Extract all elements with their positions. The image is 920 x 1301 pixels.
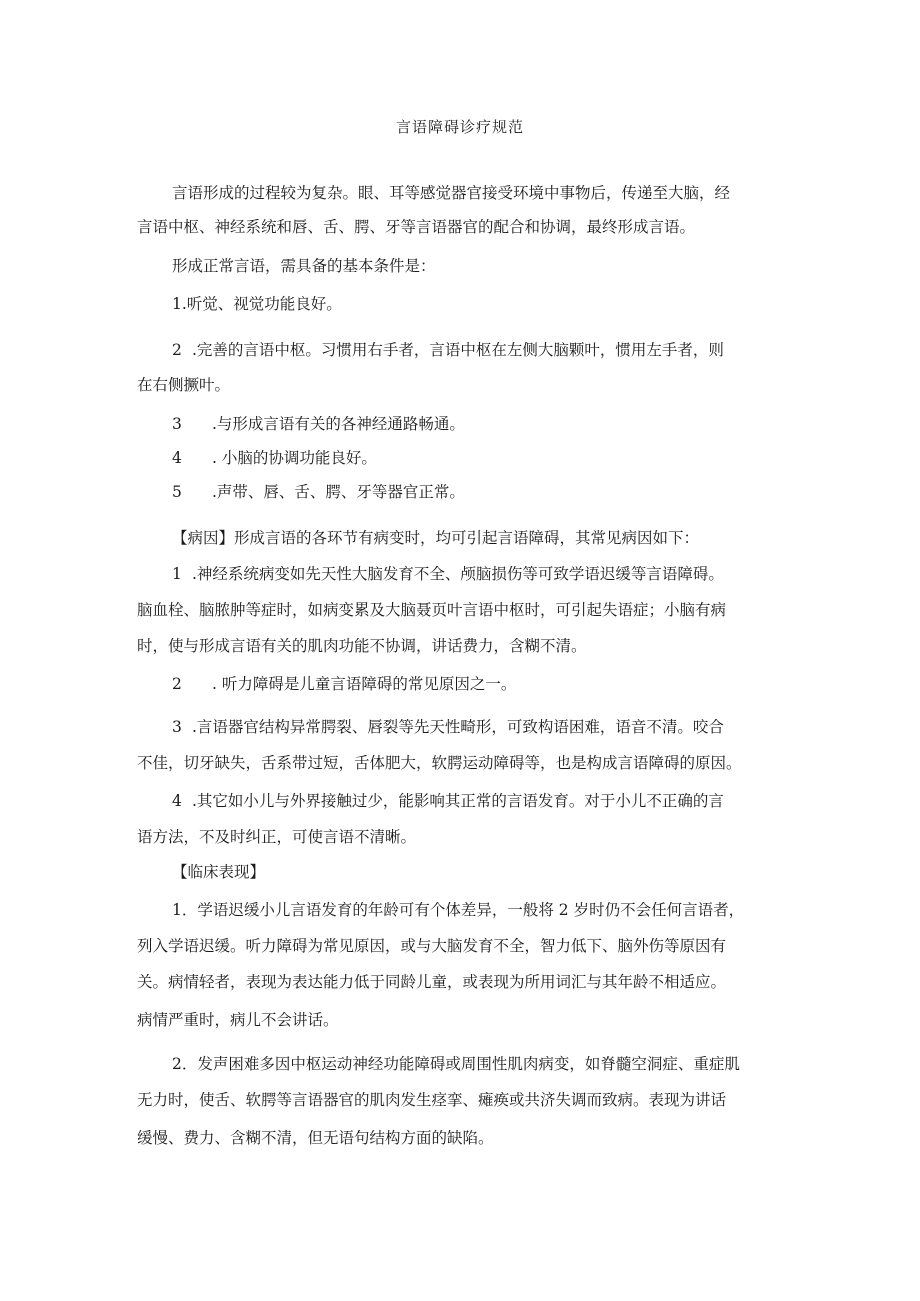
etiology-1-line-3: 时，使与形成言语有关的肌肉功能不协调，讲话费力，含糊不清。 — [137, 637, 587, 655]
clinical-2-line-3: 缓慢、费力、含糊不清，但无语句结构方面的缺陷。 — [137, 1129, 494, 1147]
etiology-1-line-1: .神经系统病变如先天性大脑发育不全、颅脑损伤等可致学语迟缓等言语障碍。 — [192, 565, 724, 583]
condition-2-line-2: 在右侧撅叶。 — [137, 376, 231, 394]
etiology-2: . 听力障碍是儿童言语障碍的常见原因之一。 — [212, 675, 517, 693]
etiology-1-number: 1 — [172, 565, 182, 583]
etiology-heading: 【病因】形成言语的各环节有病变时，均可引起言语障碍，其常见病因如下： — [172, 529, 700, 547]
condition-4-number: 4 — [172, 449, 182, 467]
condition-3-number: 3 — [172, 415, 182, 433]
clinical-1-line-1: 1．学语迟缓小儿言语发育的年龄可有个体差异，一般将 2 岁时仍不会任何言语者， — [172, 901, 745, 919]
condition-3: .与形成言语有关的各神经通路畅通。 — [212, 415, 465, 433]
condition-1: 1.听觉、视觉功能良好。 — [172, 295, 342, 313]
clinical-1-line-2: 列入学语迟缓。听力障碍为常见原因，或与大脑发育不全，智力低下、脑外伤等原因有 — [137, 937, 727, 955]
intro-line-3: 形成正常言语，需具备的基本条件是： — [172, 257, 436, 275]
etiology-1-line-2: 脑血栓、脑脓肿等症时，如病变累及大脑聂页叶言语中枢时，可引起失语症；小脑有病 — [137, 601, 727, 619]
etiology-3-line-2: 不佳，切牙缺失，舌系带过短，舌体肥大，软腭运动障碍等，也是构成言语障碍的原因。 — [137, 754, 742, 772]
clinical-2-line-2: 无力时，使舌、软腭等言语器官的肌肉发生痉挛、瘫痪或共济失调而致病。表现为讲话 — [137, 1091, 727, 1109]
etiology-4-number: 4 — [172, 792, 182, 810]
clinical-heading: 【临床表现】 — [172, 863, 266, 881]
intro-line-1: 言语形成的过程较为复杂。眼、耳等感觉器官接受环境中事物后，传递至大脑，经 — [172, 184, 731, 202]
etiology-4-line-1: .其它如小儿与外界接触过少，能影响其正常的言语发育。对于小儿不正确的言 — [192, 792, 724, 810]
condition-5: .声带、唇、舌、腭、牙等器官正常。 — [212, 483, 465, 501]
condition-5-number: 5 — [172, 483, 182, 501]
condition-4: . 小脑的协调功能良好。 — [212, 449, 377, 467]
condition-2-number: 2 — [172, 341, 182, 359]
etiology-4-line-2: 语方法，不及时纠正，可使言语不清晰。 — [137, 828, 417, 846]
clinical-2-line-1: 2．发声困难多因中枢运动神经功能障碍或周围性肌肉病变，如脊髓空洞症、重症肌 — [172, 1055, 740, 1073]
page-title: 言语障碍诊疗规范 — [395, 118, 524, 136]
etiology-2-number: 2 — [172, 675, 182, 693]
etiology-3-line-1: .言语器官结构异常腭裂、唇裂等先天性畸形，可致构语困难，语音不清。咬合 — [192, 718, 724, 736]
etiology-3-number: 3 — [172, 718, 182, 736]
condition-2-line-1: .完善的言语中枢。习惯用右手者，言语中枢在左侧大脑颗叶，惯用左手者，则 — [192, 341, 724, 359]
clinical-1-line-3: 关。病情轻者，表现为表达能力低于同龄儿童，或表现为所用词汇与其年龄不相适应。 — [137, 973, 727, 991]
intro-line-2: 言语中枢、神经系统和唇、舌、腭、牙等言语器官的配合和协调，最终形成言语。 — [137, 218, 696, 236]
clinical-1-line-4: 病情严重时，病儿不会讲话。 — [137, 1011, 339, 1029]
